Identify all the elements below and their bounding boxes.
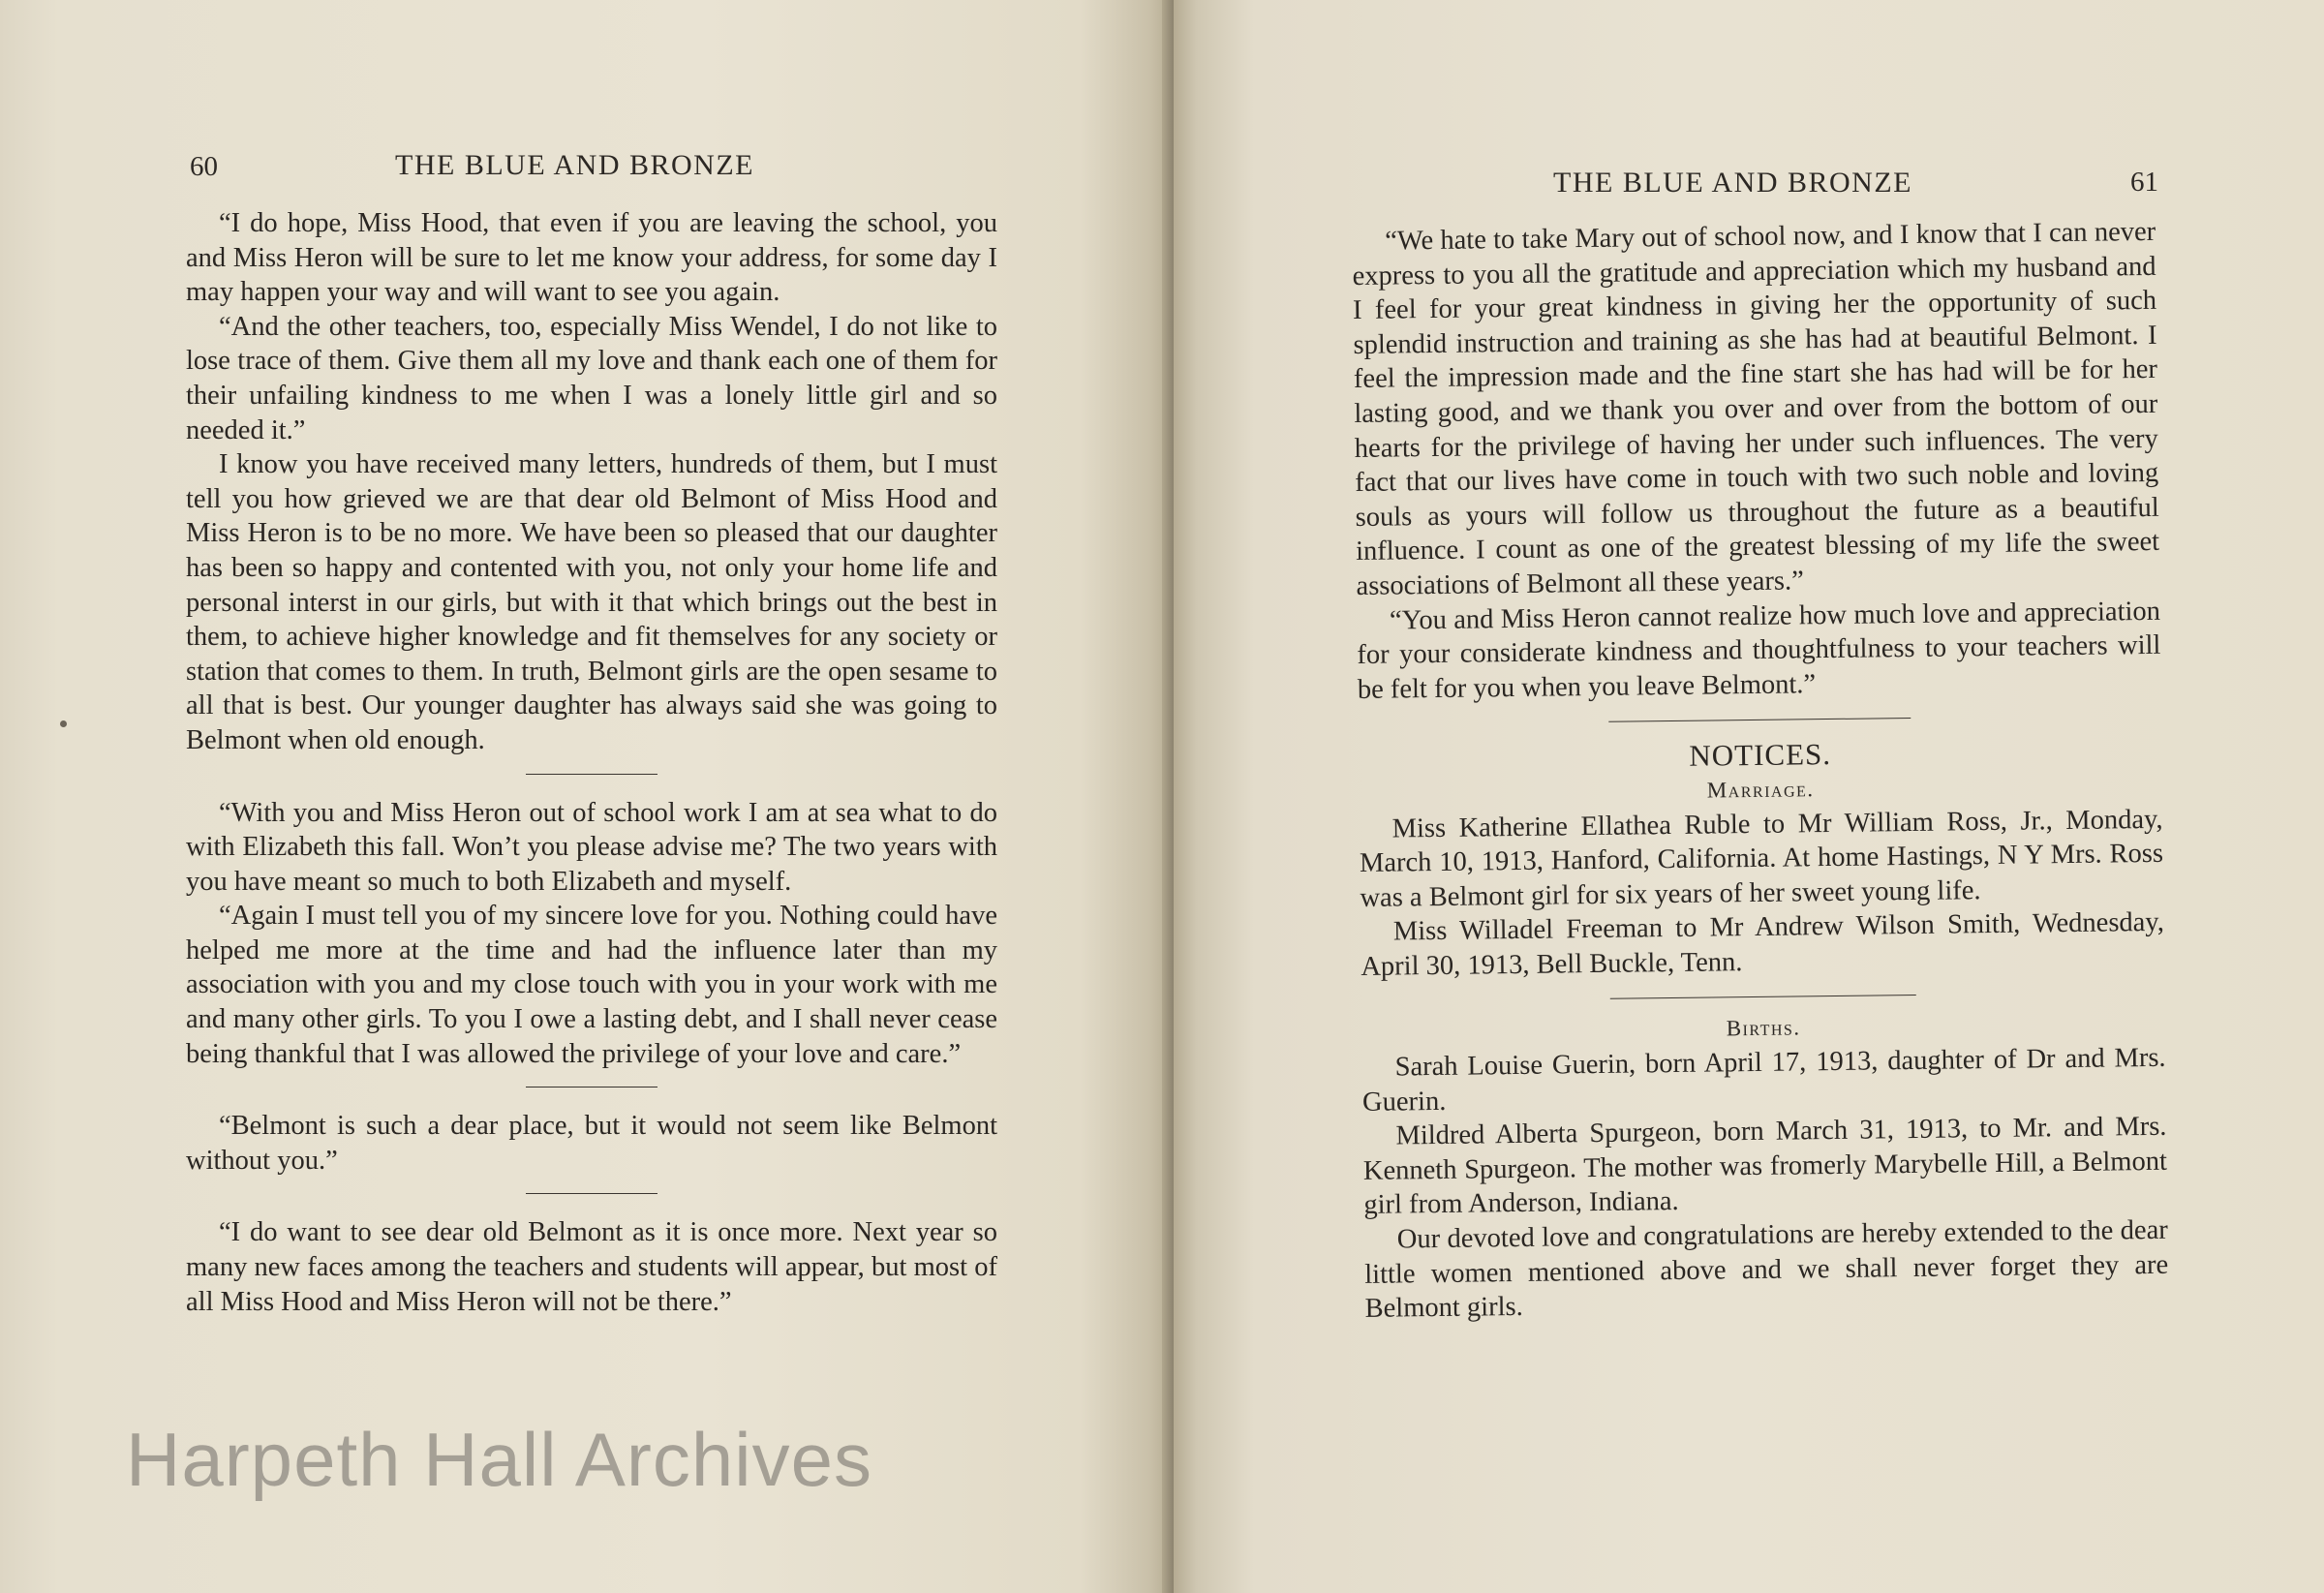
right-page-body — [1352, 215, 2169, 1327]
paragraph: “And the other teachers, too, especially Miss Wendel, I do not like to lose trace of them. Give them all my love and thank each one of them for their unfailing kindness to me when I was a lonely little girl and so needed it.” — [186, 311, 997, 445]
right-page-header: THE BLUE AND BRONZE — [1553, 167, 1912, 199]
left-page-number: 60 — [190, 151, 218, 182]
paragraph: “Again I must tell you of my sincere love for you. Nothing could have helped me more at the time and had the influence later than my association with you and my close touch with you in your work with me and many other girls. To you I owe a lasting debt, and I shall never cease being thankful that I was allowed the privilege of your love and care.” — [186, 901, 997, 1069]
section-divider — [1610, 995, 1916, 999]
paragraph: “Belmont is such a dear place, but it would not seem like Belmont without you.” — [186, 1111, 997, 1176]
paragraph: Miss Willadel Freeman to Mr Andrew Wilson Smith, Wednesday, April 30, 1913, Bell Buckle, Tenn. — [1361, 907, 2165, 982]
paragraph: Mildred Alberta Spurgeon, born March 31, 1913, to Mr. and Mrs. Kenneth Spurgeon. The mother was fromerly Marybelle Hill, a Belmont girl from Anderson, Indiana. — [1362, 1112, 2168, 1221]
right-page — [1174, 0, 2324, 1593]
paragraph: “With you and Miss Heron out of school work I am at sea what to do with Elizabeth this fall. Won’t you please advise me? The two years with you have meant so much to both Elizabeth and myself. — [186, 797, 997, 897]
paragraph: “I do hope, Miss Hood, that even if you are leaving the school, you and Miss Heron will be sure to let me know your address, for some day I may happen your way and will want to see you again. — [186, 208, 997, 308]
section-divider — [526, 1087, 657, 1088]
right-page-number: 61 — [2130, 167, 2158, 198]
section-divider — [526, 1193, 657, 1194]
paragraph: “You and Miss Heron cannot realize how much love and appreciation for your considerate kindness and thoughtfulness to your teachers will be felt for you when you leave Belmont.” — [1357, 596, 2161, 705]
paragraph: “We hate to take Mary out of school now, and I know that I can never express to you all the gratitude and appreciation which my husband and I feel for your great kindness in giving her the opportunity of such splendid instruction and training as she has had at beautiful Belmont. I feel the impression made and the fine start she has had will be for her lasting good, and we thank you over and over from the bottom of our hearts for the privilege of having her under such influences. The very fact that our lives have come in touch with two such noble and loving souls as yours will follow us throughout the future as a beautiful influence. I count as one of the greatest blessing of my life the sweet associations of Belmont all these years.” — [1352, 216, 2160, 601]
births-heading: Births. — [1726, 1015, 1801, 1041]
paragraph: Miss Katherine Ellathea Ruble to Mr William Ross, Jr., Monday, March 10, 1913, Hanford, California. At home Hastings, N Y Mrs. Ross was a Belmont girl for six years of her sweet young life. — [1359, 804, 2164, 913]
page-mark — [60, 720, 67, 727]
paragraph: Sarah Louise Guerin, born April 17, 1913, daughter of Dr and Mrs. Guerin. — [1361, 1042, 2166, 1118]
paragraph: I know you have received many letters, hundreds of them, but I must tell you how grieved we are that dear old Belmont of Miss Hood and Miss Heron is to be no more. We have been so pleased that our daughter has been so happy and contented with you, not only your home life and personal interst in our girls, but with it that which brings out the best in them, to achieve higher knowledge and fit themselves for any society or station that comes to them. In truth, Belmont girls are the open sesame to all that is best. Our younger daughter has always said she was going to Belmont when old enough. — [186, 449, 997, 755]
left-page-body — [186, 206, 997, 1319]
paragraph: “I do want to see dear old Belmont as it is once more. Next year so many new faces among the teachers and students will appear, but most of all Miss Hood and Miss Heron will not be there.” — [186, 1217, 997, 1317]
left-page-header: THE BLUE AND BRONZE — [395, 149, 754, 181]
section-divider — [1608, 718, 1911, 722]
marriage-heading: Marriage. — [1706, 777, 1815, 803]
paragraph: Our devoted love and congratulations are hereby extended to the dear little women mentioned above and we shall never forget they are Belmont girls. — [1364, 1214, 2169, 1325]
notices-heading: NOTICES. — [1689, 737, 1832, 774]
section-divider — [526, 774, 657, 775]
archive-watermark: Harpeth Hall Archives — [126, 1417, 872, 1502]
